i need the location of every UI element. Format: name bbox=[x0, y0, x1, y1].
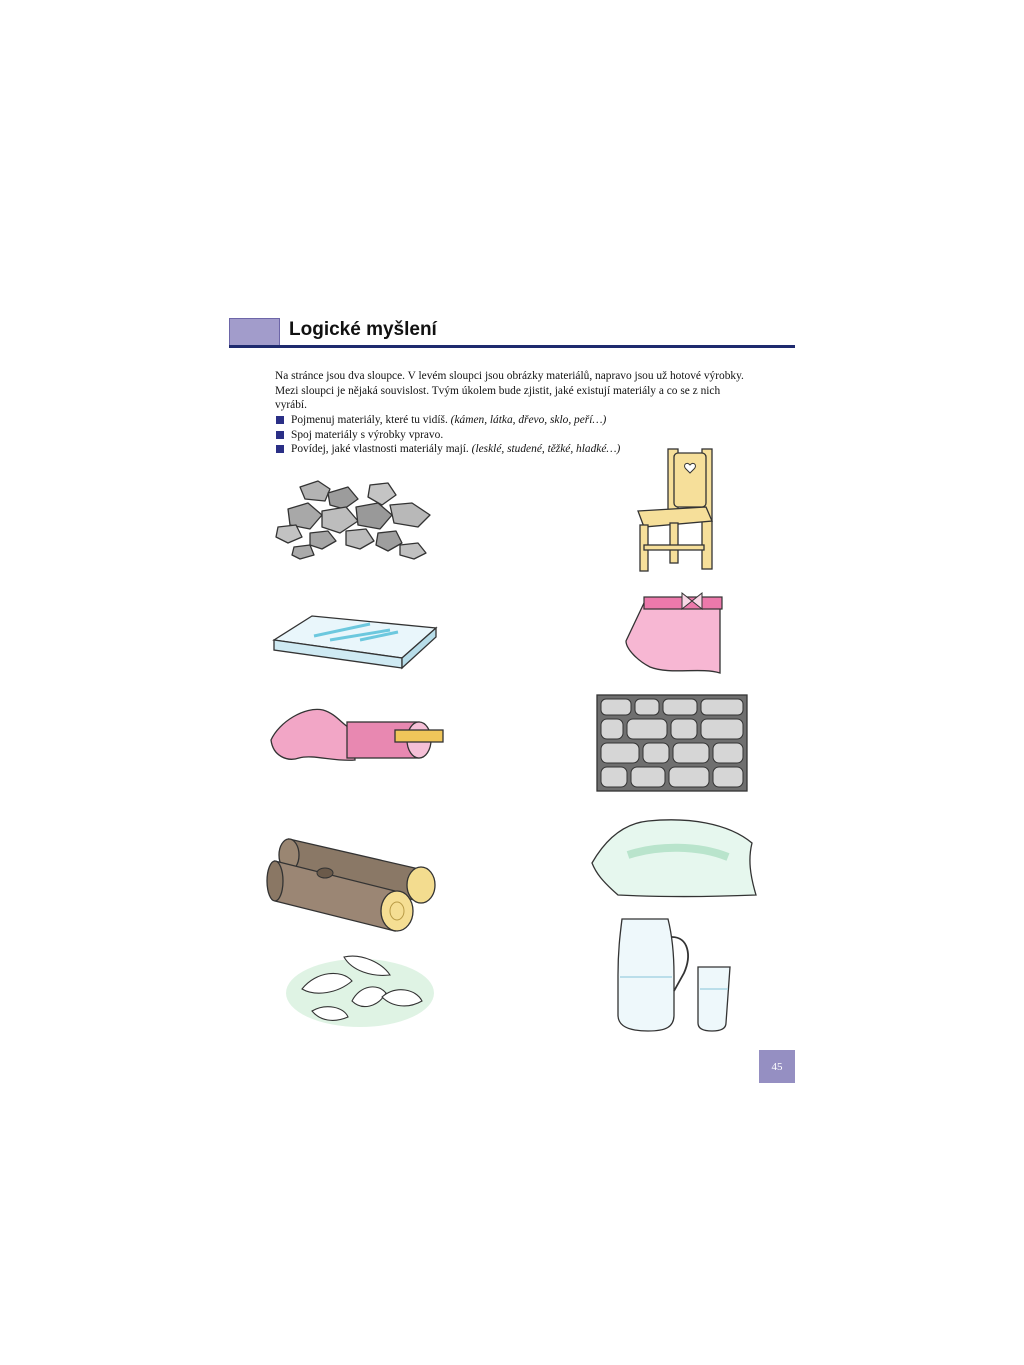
task-item bbox=[275, 428, 695, 443]
glass-jug-and-cup-icon bbox=[612, 915, 740, 1033]
feathers-icon bbox=[282, 945, 437, 1030]
intro-paragraph: Na stránce jsou dva sloupce. V levém sloupci jsou obrázky materiálů, napravo jsou už hotové výrobky. Mezi sloupci je nějaká souvislost. Tvým úkolem bude zjistit, jaké existují materiály a co se z nich vyrábí. bbox=[275, 370, 744, 411]
page-number: 45 bbox=[759, 1050, 795, 1083]
task-text: Pojmenuj materiály, které tu vidíš. bbox=[291, 414, 448, 426]
task-hint: (lesklé, studené, těžké, hladké…) bbox=[471, 443, 621, 455]
bullet-square-icon bbox=[276, 431, 284, 439]
task-text: Spoj materiály s výrobky vpravo. bbox=[291, 428, 444, 441]
task-hint: (kámen, látka, dřevo, sklo, peří…) bbox=[450, 414, 607, 426]
wooden-logs-icon bbox=[265, 825, 450, 935]
stones-icon bbox=[270, 475, 440, 565]
glass-pane-icon bbox=[270, 610, 440, 675]
bullet-square-icon bbox=[276, 416, 284, 424]
section-header bbox=[229, 318, 795, 348]
task-text: Povídej, jaké vlastnosti materiály mají. bbox=[291, 443, 469, 455]
fabric-roll-icon bbox=[265, 700, 455, 770]
pillow-icon bbox=[588, 815, 758, 900]
header-color-block bbox=[229, 318, 280, 348]
pink-skirt-icon bbox=[620, 585, 730, 677]
page-title: Logické myšlení bbox=[289, 319, 437, 340]
wooden-chair-icon bbox=[630, 445, 720, 575]
task-item bbox=[275, 413, 695, 428]
header-rule bbox=[229, 345, 795, 348]
stone-wall-icon bbox=[595, 693, 749, 793]
bullet-square-icon bbox=[276, 445, 284, 453]
